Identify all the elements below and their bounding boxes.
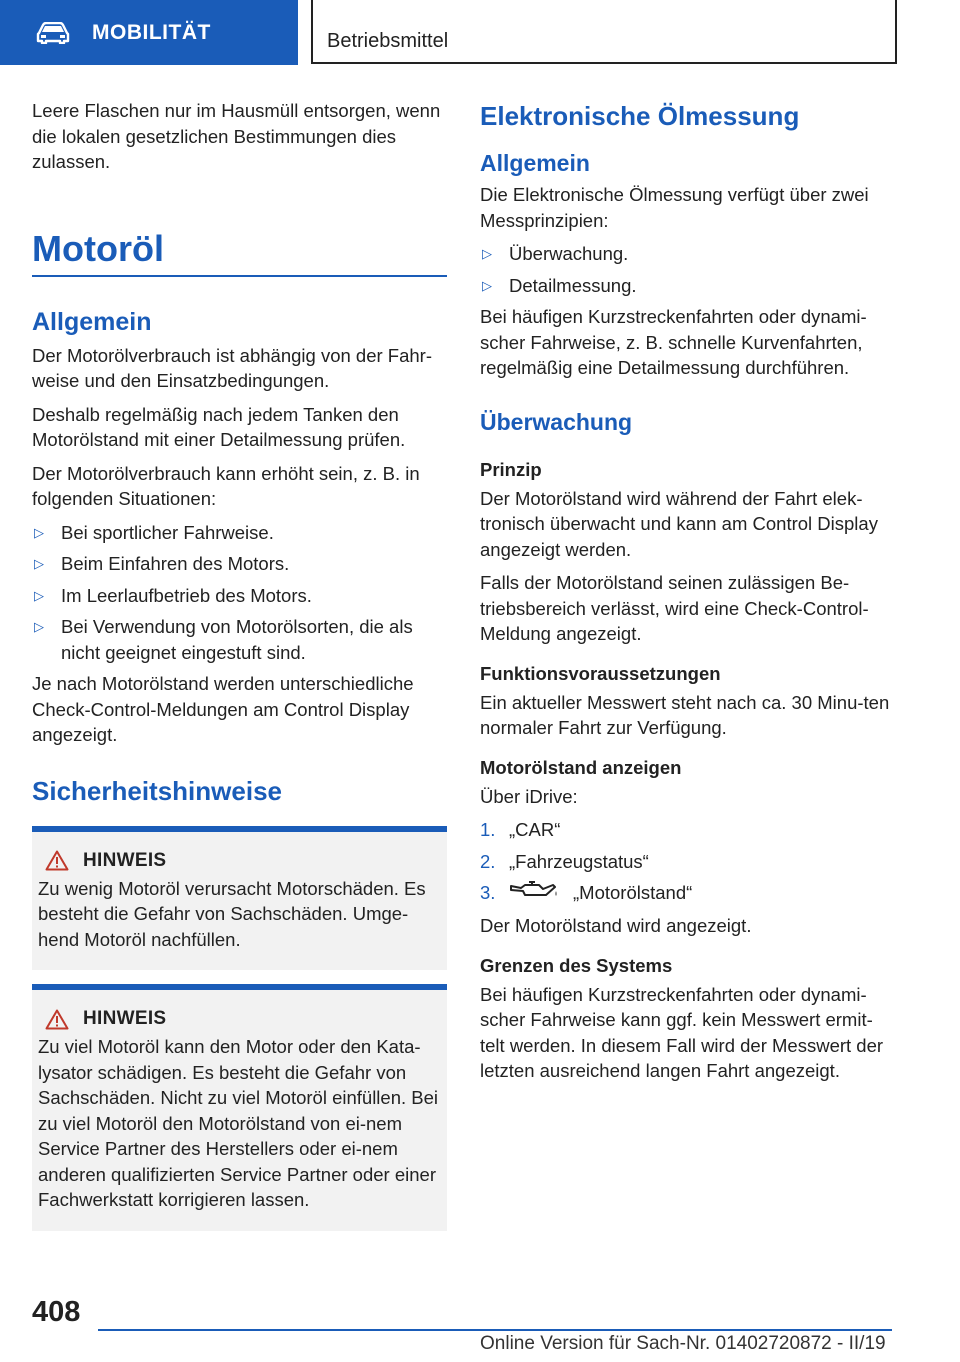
notice-text: Zu wenig Motoröl verursacht Motorschäden. Es besteht die Gefahr von Sachschäden. Umge-hend Motoröl nachfüllen. bbox=[38, 877, 426, 950]
notice-box bbox=[32, 984, 447, 1231]
paragraph: Je nach Motorölstand werden unterschiedliche Check-Control-Meldungen am Control Display angezeigt. bbox=[32, 673, 414, 745]
prinzip-heading: Prinzip bbox=[480, 458, 542, 480]
paragraph: Ein aktueller Messwert steht nach ca. 30 Minu-ten normaler Fahrt zur Verfügung. bbox=[480, 691, 890, 738]
triangle-bullet-icon: ▷ bbox=[482, 277, 492, 293]
triangle-bullet-icon: ▷ bbox=[34, 587, 44, 603]
paragraph: Falls der Motorölstand seinen zulässigen Be-triebsbereich verlässt, wird eine Check-Control-Meldung angezeigt. bbox=[480, 572, 869, 644]
grenzen-heading: Grenzen des Systems bbox=[480, 954, 673, 976]
paragraph: Der Motorölstand wird während der Fahrt elek-tronisch überwacht und kann am Control Display angezeigt werden. bbox=[480, 487, 878, 560]
right-column bbox=[480, 98, 895, 1092]
principles-list bbox=[480, 241, 895, 298]
section-label: Betriebsmittel bbox=[327, 30, 449, 52]
notice-title: HINWEIS bbox=[83, 849, 167, 871]
list-item: ▷ Im Leerlaufbetrieb des Motors. bbox=[32, 583, 447, 609]
triangle-bullet-icon: ▷ bbox=[34, 556, 44, 571]
list-item: 2. „Fahrzeugstatus“ bbox=[480, 850, 649, 872]
paragraph: Der Motorölstand wird angezeigt. bbox=[480, 915, 752, 937]
list-item: ▷ Bei Verwendung von Motorölsorten, die als nicht geeignet eingestuft sind. bbox=[34, 616, 413, 663]
notice-text: Zu viel Motoröl kann den Motor oder den Kata-lysator schädigen. Es besteht die Gefahr von Sachschäden. Nicht zu viel Motoröl einfüllen. Bei zu viel Motoröl den Motorölstand von ei-nem Service Partner des Herstellers oder ei-nem anderen qualifizierten Service Partner oder einer Fachwerkstatt korrigieren lassen. bbox=[38, 1036, 439, 1210]
paragraph: Der Motorölverbrauch kann erhöht sein, z. B. in folgenden Situationen: bbox=[32, 462, 420, 509]
list-item: ▷ Detailmessung. bbox=[480, 273, 895, 299]
paragraph: Deshalb regelmäßig nach jedem Tanken den Motorölstand mit einer Detailmessung prüfen. bbox=[32, 403, 406, 450]
paragraph: Der Motorölverbrauch ist abhängig von der Fahr-weise und den Einsatzbedingungen. bbox=[32, 344, 432, 391]
allgemein-heading: Allgemein bbox=[32, 307, 152, 336]
intro-paragraph: Leere Flaschen nur im Hausmüll entsorgen, wenn die lokalen gesetzlichen Bestimmungen dies zulassen. bbox=[32, 100, 441, 172]
left-column bbox=[32, 98, 447, 1231]
footer-divider bbox=[98, 1329, 892, 1331]
chapter-tab-label: MOBILITÄT bbox=[92, 20, 211, 44]
paragraph: Die Elektronische Ölmessung verfügt über zwei Messprinzipien: bbox=[480, 184, 869, 231]
car-icon bbox=[36, 22, 70, 44]
chapter-tab bbox=[0, 0, 298, 65]
safety-heading: Sicherheitshinweise bbox=[32, 775, 282, 806]
footer-version-text: Online Version für Sach-Nr. 01402720872 - II/19 bbox=[480, 1333, 886, 1354]
triangle-bullet-icon: ▷ bbox=[34, 524, 44, 540]
section-header bbox=[311, 0, 897, 64]
motoroel-heading: Motoröl bbox=[32, 227, 447, 277]
notice-box bbox=[32, 826, 447, 971]
list-item: ▷ Beim Einfahren des Motors. bbox=[32, 551, 447, 577]
triangle-bullet-icon: ▷ bbox=[34, 619, 44, 634]
ueberwachung-heading: Überwachung bbox=[480, 408, 633, 435]
oil-can-icon bbox=[509, 881, 561, 908]
notice-title: HINWEIS bbox=[83, 1008, 167, 1029]
triangle-bullet-icon: ▷ bbox=[482, 246, 492, 261]
warning-triangle-icon bbox=[45, 1009, 69, 1030]
list-item: 3. „Motorölstand“ bbox=[480, 880, 895, 907]
paragraph: Bei häufigen Kurzstreckenfahrten oder dynami-scher Fahrweise, z. B. schnelle Kurvenfahrten, regelmäßig eine Detailmessung durchführen. bbox=[480, 306, 867, 378]
elektronische-oelmessung-heading: Elektronische Ölmessung bbox=[480, 101, 800, 131]
paragraph: Bei häufigen Kurzstreckenfahrten oder dynami-scher Fahrweise kann ggf. kein Messwert ermit-telt werden. In diesem Fall wird der Messwert der letzten ausreichend langen Fahrt angezeigt. bbox=[480, 983, 884, 1082]
situations-list bbox=[32, 520, 447, 666]
warning-triangle-icon bbox=[45, 850, 69, 871]
list-item: ▷ Bei sportlicher Fahrweise. bbox=[32, 520, 447, 546]
steps-list bbox=[480, 817, 895, 907]
allgemein-heading: Allgemein bbox=[480, 150, 590, 176]
motoroelstand-anzeigen-heading: Motorölstand anzeigen bbox=[480, 756, 682, 778]
list-item: 1. „CAR“ bbox=[480, 819, 561, 840]
page-number: 408 bbox=[32, 1296, 81, 1328]
list-item: ▷ Überwachung. bbox=[480, 241, 895, 267]
funktionsvoraussetzungen-heading: Funktionsvoraussetzungen bbox=[480, 662, 721, 684]
paragraph: Über iDrive: bbox=[480, 785, 578, 807]
